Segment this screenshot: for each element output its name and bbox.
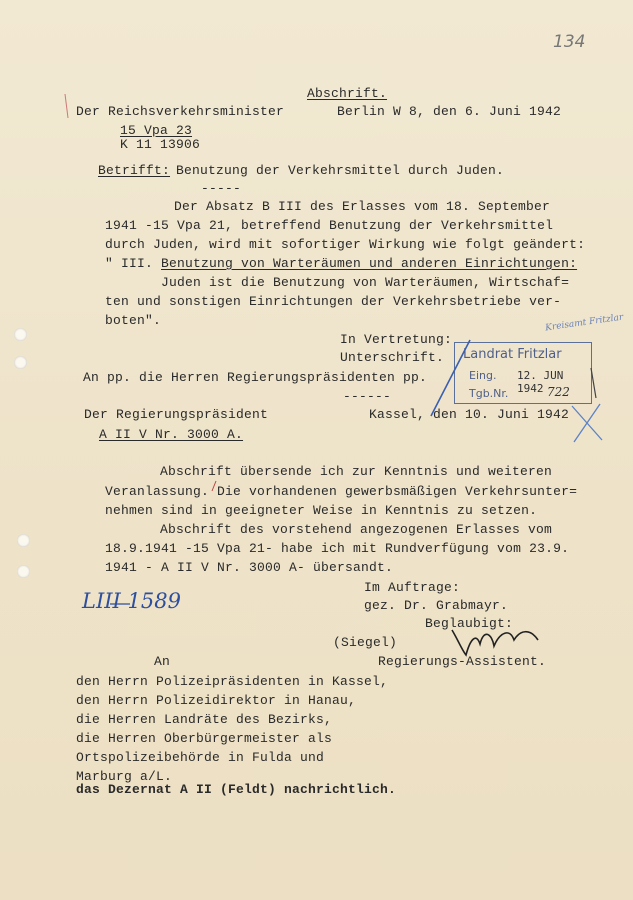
reference-2: K 11 13906	[120, 137, 201, 152]
signature-scribble	[452, 630, 538, 655]
stamp-tgb-label: Tgb.Nr.	[469, 387, 509, 400]
distribution-line: die Herren Landräte des Bezirks,	[76, 712, 333, 727]
red-mark	[212, 481, 216, 491]
stamp-office: Landrat Fritzlar	[463, 347, 562, 362]
body-line: 18.9.1941 -15 Vpa 21- habe ich mit Rundverfügung vom 23.9.	[105, 541, 570, 556]
sender-2: Der Regierungspräsident	[84, 407, 269, 422]
signature-line: Beglaubigt:	[425, 616, 514, 631]
separator: ------	[343, 389, 392, 404]
sender: Der Reichsverkehrsminister	[76, 104, 285, 119]
distribution-line: den Herrn Polizeidirektor in Hanau,	[76, 693, 357, 708]
body-heading: Benutzung von Warteräumen und anderen Einrichtungen:	[161, 256, 578, 271]
recipient: An pp. die Herren Regierungspräsidenten pp.	[83, 370, 428, 385]
body-line: 1941 - A II V Nr. 3000 A- übersandt.	[105, 560, 394, 575]
distribution-line: das Dezernat A II (Feldt) nachrichtlich.	[76, 782, 397, 797]
handwritten-number: LIII 1589	[82, 589, 181, 613]
subject-label: Betrifft:	[98, 163, 171, 178]
distribution-line: die Herren Oberbürgermeister als	[76, 731, 333, 746]
reference-1: 15 Vpa 23	[120, 123, 193, 138]
blue-pencil-stroke	[431, 340, 470, 416]
tick-mark	[591, 368, 596, 398]
body-line: Abschrift des vorstehend angezogenen Erlasses vom	[160, 522, 553, 537]
subject-text: Benutzung der Verkehrsmittel durch Juden.	[176, 163, 505, 178]
stamp-eing-label: Eing.	[469, 369, 497, 382]
body-line: Abschrift übersende ich zur Kenntnis und weiteren	[160, 464, 553, 479]
body-line: boten".	[105, 313, 162, 328]
seal-label: (Siegel)	[333, 635, 398, 650]
distribution-an: An	[154, 654, 171, 669]
body-line: Juden ist die Benutzung von Warteräumen, Wirtschaf=	[161, 275, 570, 290]
signature-line: gez. Dr. Grabmayr.	[364, 598, 509, 613]
signature-line: Im Auftrage:	[364, 580, 461, 595]
blue-cross-mark	[572, 404, 602, 442]
body-line: nehmen sind in geeigneter Weise in Kenntnis zu setzen.	[105, 503, 538, 518]
separator: -----	[201, 181, 242, 196]
document-title: Abschrift.	[307, 86, 388, 101]
red-mark	[65, 94, 68, 118]
body-line: Der Absatz B III des Erlasses vom 18. September	[174, 199, 551, 214]
signatory-title: Regierungs-Assistent.	[378, 654, 547, 669]
place-date-2: Kassel, den 10. Juni 1942	[369, 407, 570, 422]
body-line: " III.	[105, 256, 154, 271]
stamp-tgb-number: 722	[547, 385, 570, 399]
signature-line: In Vertretung:	[340, 332, 453, 347]
archive-number: 134	[553, 32, 586, 52]
margin-note: Kreisamt Fritzlar	[544, 312, 624, 334]
distribution-line: Marburg a/L.	[76, 769, 173, 784]
body-line: Veranlassung. Die vorhandenen gewerbsmäßigen Verkehrsunter=	[105, 484, 578, 499]
body-line: ten und sonstigen Einrichtungen der Verkehrsbetriebe ver-	[105, 294, 562, 309]
body-line: durch Juden, wird mit sofortiger Wirkung wie folgt geändert:	[105, 237, 586, 252]
place-date: Berlin W 8, den 6. Juni 1942	[337, 104, 562, 119]
distribution-line: den Herrn Polizeipräsidenten in Kassel,	[76, 674, 389, 689]
signature-line: Unterschrift.	[340, 350, 445, 365]
body-line: 1941 -15 Vpa 21, betreffend Benutzung der Verkehrsmittel	[105, 218, 554, 233]
reference-3: A II V Nr. 3000 A.	[99, 427, 244, 442]
distribution-line: Ortspolizeibehörde in Fulda und	[76, 750, 325, 765]
stamp-date: 12. JUN 1942	[517, 369, 564, 395]
